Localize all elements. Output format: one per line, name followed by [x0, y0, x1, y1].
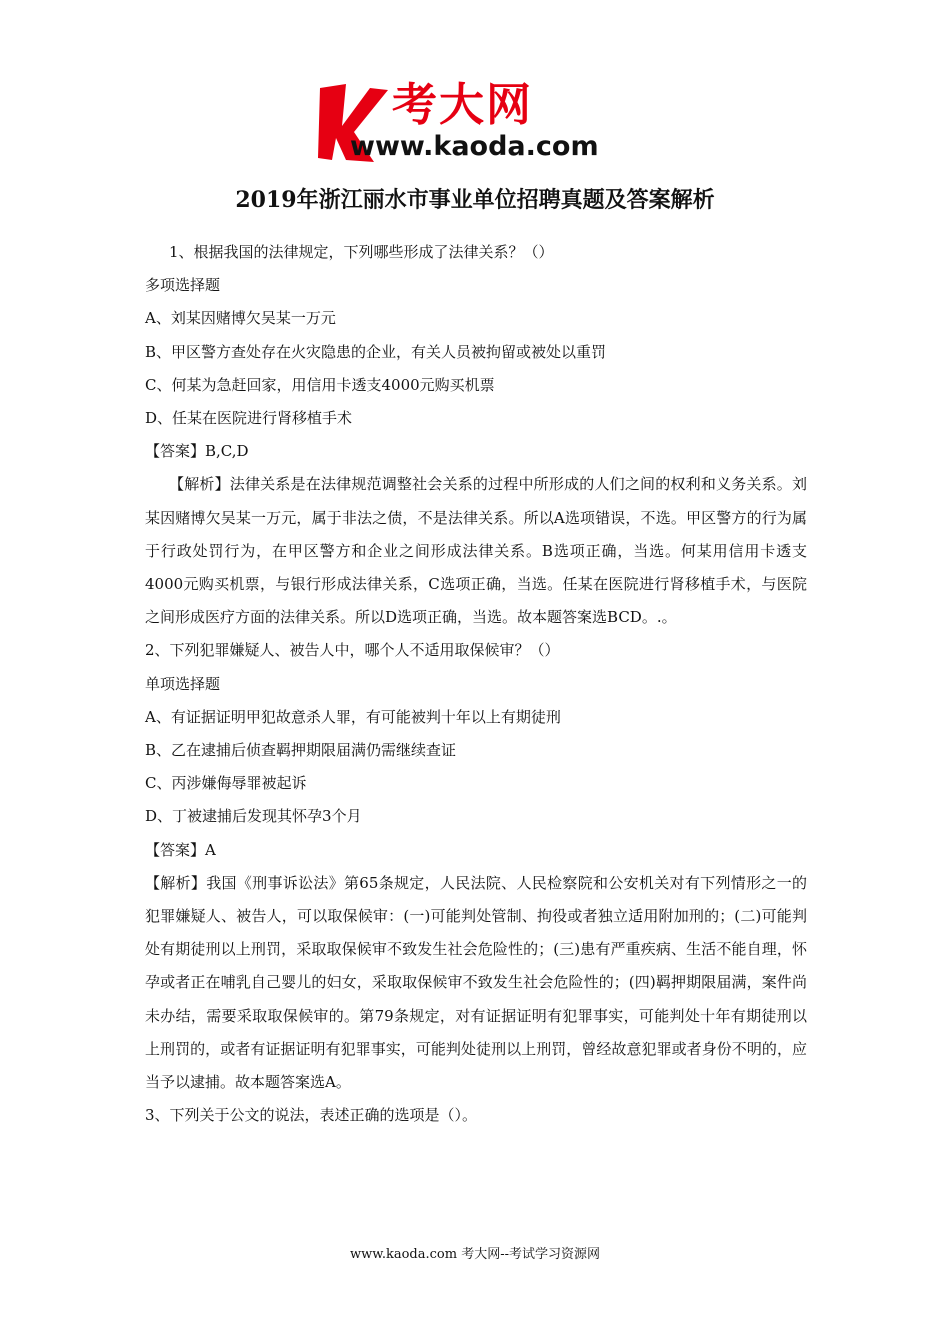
option-d: D、丁被逮捕后发现其怀孕3个月 — [145, 807, 362, 826]
question-stem: 2、下列犯罪嫌疑人、被告人中，哪个人不适用取保候审？（） — [145, 641, 560, 660]
question-type: 单项选择题 — [145, 674, 221, 693]
site-logo — [316, 80, 636, 166]
question-type: 多项选择题 — [145, 276, 221, 295]
logo-url: www.kaoda.com — [350, 131, 599, 162]
analysis-paragraph: 【解析】我国《刑事诉讼法》第65条规定，人民法院、人民检察院和公安机关对有下列情形之一的犯罪嫌疑人、被告人，可以取保候审：(一)可能判处管制、拘役或者独立适用附加刑的；(二)可能判处有期徒刑以上刑罚，采取取保候审不致发生社会危险性的；(三)患有严重疾病、生活不能自理，怀孕或者正在哺乳自己婴儿的妇女，采取取保候审不致发生社会危险性的；(四)羁押期限届满，案件尚未办结，需要采取取保候审的。第79条规定，对有证据证明有犯罪事实，可能判处十年有期徒刑以上刑罚的，或者有证据证明有犯罪事实，可能判处徒刑以上刑罚，曾经故意犯罪或者身份不明的，应当予以逮捕。故本题答案选A。 — [145, 873, 807, 1092]
logo-title: 考大网 — [392, 78, 534, 131]
option-a: A、刘某因赌博欠吴某一万元 — [145, 309, 336, 328]
option-b: B、乙在逮捕后侦查羁押期限届满仍需继续查证 — [145, 741, 457, 760]
answer-line: 【答案】A — [145, 840, 216, 859]
document-body — [145, 236, 807, 1132]
option-a: A、有证据证明甲犯故意杀人罪，有可能被判十年以上有期徒刑 — [145, 707, 561, 726]
page-footer: www.kaoda.com 考大网--考试学习资源网 — [350, 1247, 600, 1262]
option-b: B、甲区警方查处存在火灾隐患的企业，有关人员被拘留或被处以重罚 — [145, 342, 607, 361]
answer-line: 【答案】B,C,D — [145, 442, 249, 461]
question-stem: 3、下列关于公文的说法，表述正确的选项是（）。 — [145, 1106, 478, 1125]
option-c: C、何某为急赶回家，用信用卡透支4000元购买机票 — [145, 375, 495, 394]
option-d: D、任某在医院进行肾移植手术 — [145, 409, 353, 428]
option-c: C、丙涉嫌侮辱罪被起诉 — [145, 774, 307, 793]
document-title: 2019年浙江丽水市事业单位招聘真题及答案解析 — [235, 187, 715, 213]
analysis-paragraph: 【解析】法律关系是在法律规范调整社会关系的过程中所形成的人们之间的权利和义务关系。刘某因赌博欠吴某一万元，属于非法之债，不是法律关系。所以A选项错误，不选。甲区警方的行为属于行政处罚行为，在甲区警方和企业之间形成法律关系。B选项正确，当选。何某用信用卡透支4000元购买机票，与银行形成法律关系，C选项正确，当选。任某在医院进行肾移植手术，与医院之间形成医疗方面的法律关系。所以D选项正确，当选。故本题答案选BCD。.。 — [145, 475, 807, 627]
question-stem: 1、根据我国的法律规定，下列哪些形成了法律关系？（） — [169, 243, 554, 261]
